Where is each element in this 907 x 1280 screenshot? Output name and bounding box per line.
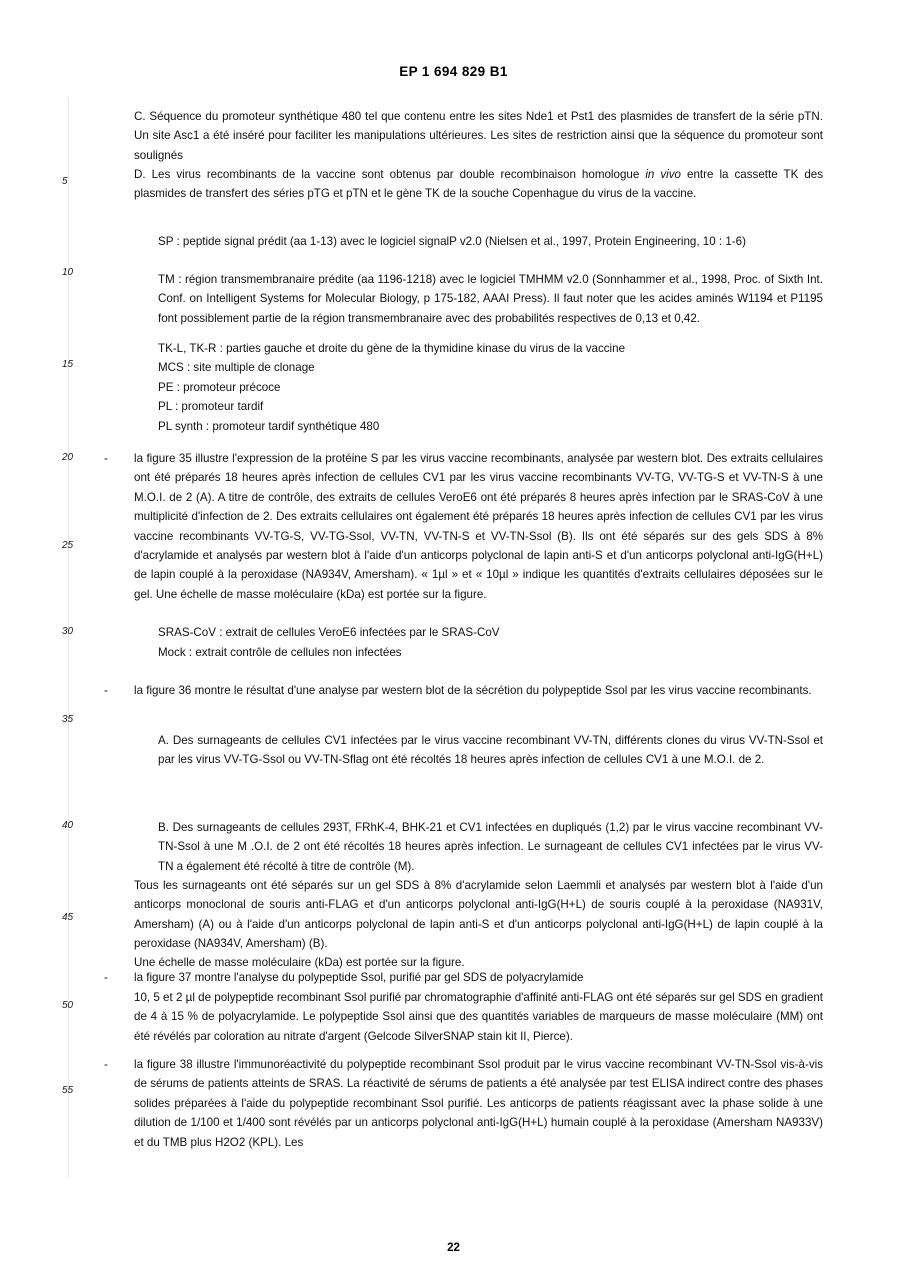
line-number-25: 25 <box>62 540 74 551</box>
line-number-45: 45 <box>62 912 74 923</box>
paragraph-pe: PE : promoteur précoce <box>158 381 281 394</box>
paragraph-tous-surnageants: Tous les surnageants ont été séparés sur un gel SDS à 8% d'acrylamide selon Laemmli et analysés par western blot à l'aide d'un anticorps monoclonal de souris anti-FLAG et d'un anticorps polyclonal anti-IgG(H+L) de souris couplé à la peroxidase (NA931V, Amersham) (A) ou à l'aide d'un anticorps polyclonal de lapin anti-S et d'un anticorps polyclonal anti-IgG(H+L) de lapin couplé à la peroxidase (NA934V, Amersham) (B). <box>134 879 823 951</box>
paragraph-sras-cov: SRAS-CoV : extrait de cellules VeroE6 infectées par le SRAS-CoV <box>158 626 500 639</box>
bullet-marker-fig36: - <box>104 684 108 697</box>
gutter-divider <box>68 98 69 1178</box>
paragraph-figure-37: la figure 37 montre l'analyse du polypeptide Ssol, purifié par gel SDS de polyacrylamide <box>134 971 584 984</box>
line-number-30: 30 <box>62 626 74 637</box>
paragraph-tkl: TK-L, TK-R : parties gauche et droite du gène de la thymidine kinase du virus de la vaccine <box>158 342 626 355</box>
paragraph-figure-35: la figure 35 illustre l'expression de la protéine S par les virus vaccine recombinants, analysée par western blot. Des extraits cellulaires ont été préparés 18 heures après infection de cellules CV1 par les virus vaccine recombinants VV-TG, VV-TG-S et VV-TN-S à une M.O.I. de 2 (A). A titre de contrôle, des extraits de cellules VeroE6 ont été préparés 8 heures après infection par le SRAS-CoV à une multiplicité d'infection de 2. Des extraits cellulaires ont également été préparés 18 heures après infection de cellules CV1 par les virus vaccine recombinants VV-TG-S, VV-TG-Ssol, VV-TN, VV-TN-S et VV-TN-Ssol (B). Ils ont été séparés sur des gels SDS à 8% d'acrylamide et analysés par western blot à l'aide d'un anticorps polyclonal de lapin anti-S et d'un anticorps polyclonal anti-IgG(H+L) de lapin couplé à la peroxidase (NA934V, Amersham). « 1µl » et « 10µl » indique les quantités d'extraits cellulaires déposées sur le gel. Une échelle de masse moléculaire (kDa) est portée sur la figure. <box>134 452 823 601</box>
page-title: EP 1 694 829 B1 <box>399 64 508 79</box>
paragraph-mock: Mock : extrait contrôle de cellules non infectées <box>158 646 402 659</box>
paragraph-c: C. Séquence du promoteur synthétique 480 tel que contenu entre les sites Nde1 et Pst1 des plasmides de transfert de la série pTN. Un site Asc1 a été inséré pour faciliter les manipulations ultérieures. Les sites de restriction ainsi que la séquence du promoteur sont soulignés <box>134 110 823 162</box>
paragraph-tm: TM : région transmembranaire prédite (aa 1196-1218) avec le logiciel TMHMM v2.0 (Sonnhammer et al., 1998, Proc. of Sixth Int. Conf. on Intelligent Systems for Molecular Biology, p 175-182, AAAI Press). Il faut noter que les acides aminés W1194 et P1195 font possiblement partie de la région transmembranaire avec des probabilités respectives de 0,13 et 0,42. <box>158 273 823 325</box>
line-number-40: 40 <box>62 820 74 831</box>
paragraph-a: A. Des surnageants de cellules CV1 infectées par le virus vaccine recombinant VV-TN, différents clones du virus VV-TN-Ssol et par les virus VV-TG-Ssol ou VV-TN-Sflag ont été récoltés 18 heures après infection de cellules CV1 à une M.O.I. de 2. <box>158 734 823 767</box>
paragraph-d-emphasis: in vivo <box>645 168 681 181</box>
paragraph-b: B. Des surnageants de cellules 293T, FRhK-4, BHK-21 et CV1 infectées en dupliqués (1,2) par le virus vaccine recombinant VV-TN-Ssol à une M .O.I. de 2 ont été récoltés 18 heures après infection. Le surnageant de cellules CV1 infectées par le virus VV-TN a également été récolté à titre de contrôle (M). <box>158 821 823 873</box>
line-number-50: 50 <box>62 1000 74 1011</box>
page-number: 22 <box>447 1242 460 1254</box>
line-number-15: 15 <box>62 359 74 370</box>
line-number-20: 20 <box>62 452 74 463</box>
paragraph-figure-38: la figure 38 illustre l'immunoréactivité du polypeptide recombinant Ssol produit par le virus vaccine recombinant VV-TN-Ssol vis-à-vis de sérums de patients atteints de SRAS. La réactivité de sérums de patients a été analysée par test ELISA indirect contre des phases solides préparées à l'aide du polypeptide recombinant Ssol purifié. Les anticorps de patients réagissant avec la phase solide à une dilution de 1/100 et 1/400 sont révélés par un anticorps polyclonal anti-IgG(H+L) humain couplé à la peroxidase (Amersham NA933V) et du TMB plus H2O2 (KPL). Les <box>134 1058 823 1149</box>
line-number-10: 10 <box>62 267 74 278</box>
line-number-5: 5 <box>62 176 68 187</box>
paragraph-figure-37-detail: 10, 5 et 2 µl de polypeptide recombinant Ssol purifié par chromatographie d'affinité anti-FLAG ont été séparés sur gel SDS en gradient de 4 à 15 % de polyacrylamide. Le polypeptide Ssol ainsi que des quantités variables de marqueurs de masse moléculaire (MM) ont été révélés par coloration au nitrate d'argent (Gelcode SilverSNAP stain kit II, Pierce). <box>134 991 823 1043</box>
paragraph-mcs: MCS : site multiple de clonage <box>158 361 315 374</box>
paragraph-sp: SP : peptide signal prédit (aa 1-13) avec le logiciel signalP v2.0 (Nielsen et al., 1997, Protein Engineering, 10 : 1-6) <box>158 235 746 248</box>
paragraph-d-part1: D. Les virus recombinants de la vaccine sont obtenus par double recombinaison homologue <box>134 168 646 181</box>
line-number-35: 35 <box>62 714 74 725</box>
line-number-55: 55 <box>62 1085 74 1096</box>
paragraph-pl: PL : promoteur tardif <box>158 400 264 413</box>
bullet-marker-fig35: - <box>104 452 108 465</box>
paragraph-pl-synth: PL synth : promoteur tardif synthétique 480 <box>158 420 380 433</box>
bullet-marker-fig38: - <box>104 1058 108 1071</box>
paragraph-echelle: Une échelle de masse moléculaire (kDa) est portée sur la figure. <box>134 956 465 969</box>
paragraph-figure-36: la figure 36 montre le résultat d'une analyse par western blot de la sécrétion du polypeptide Ssol par les virus vaccine recombinants. <box>134 684 812 697</box>
paragraph-d <box>134 165 823 204</box>
bullet-marker-fig37: - <box>104 971 108 984</box>
paragraph-d-part2: entre la cassette TK des plasmides de transfert des séries pTG et pTN et le gène TK de la souche Copenhague du virus de la vaccine. <box>134 168 824 201</box>
